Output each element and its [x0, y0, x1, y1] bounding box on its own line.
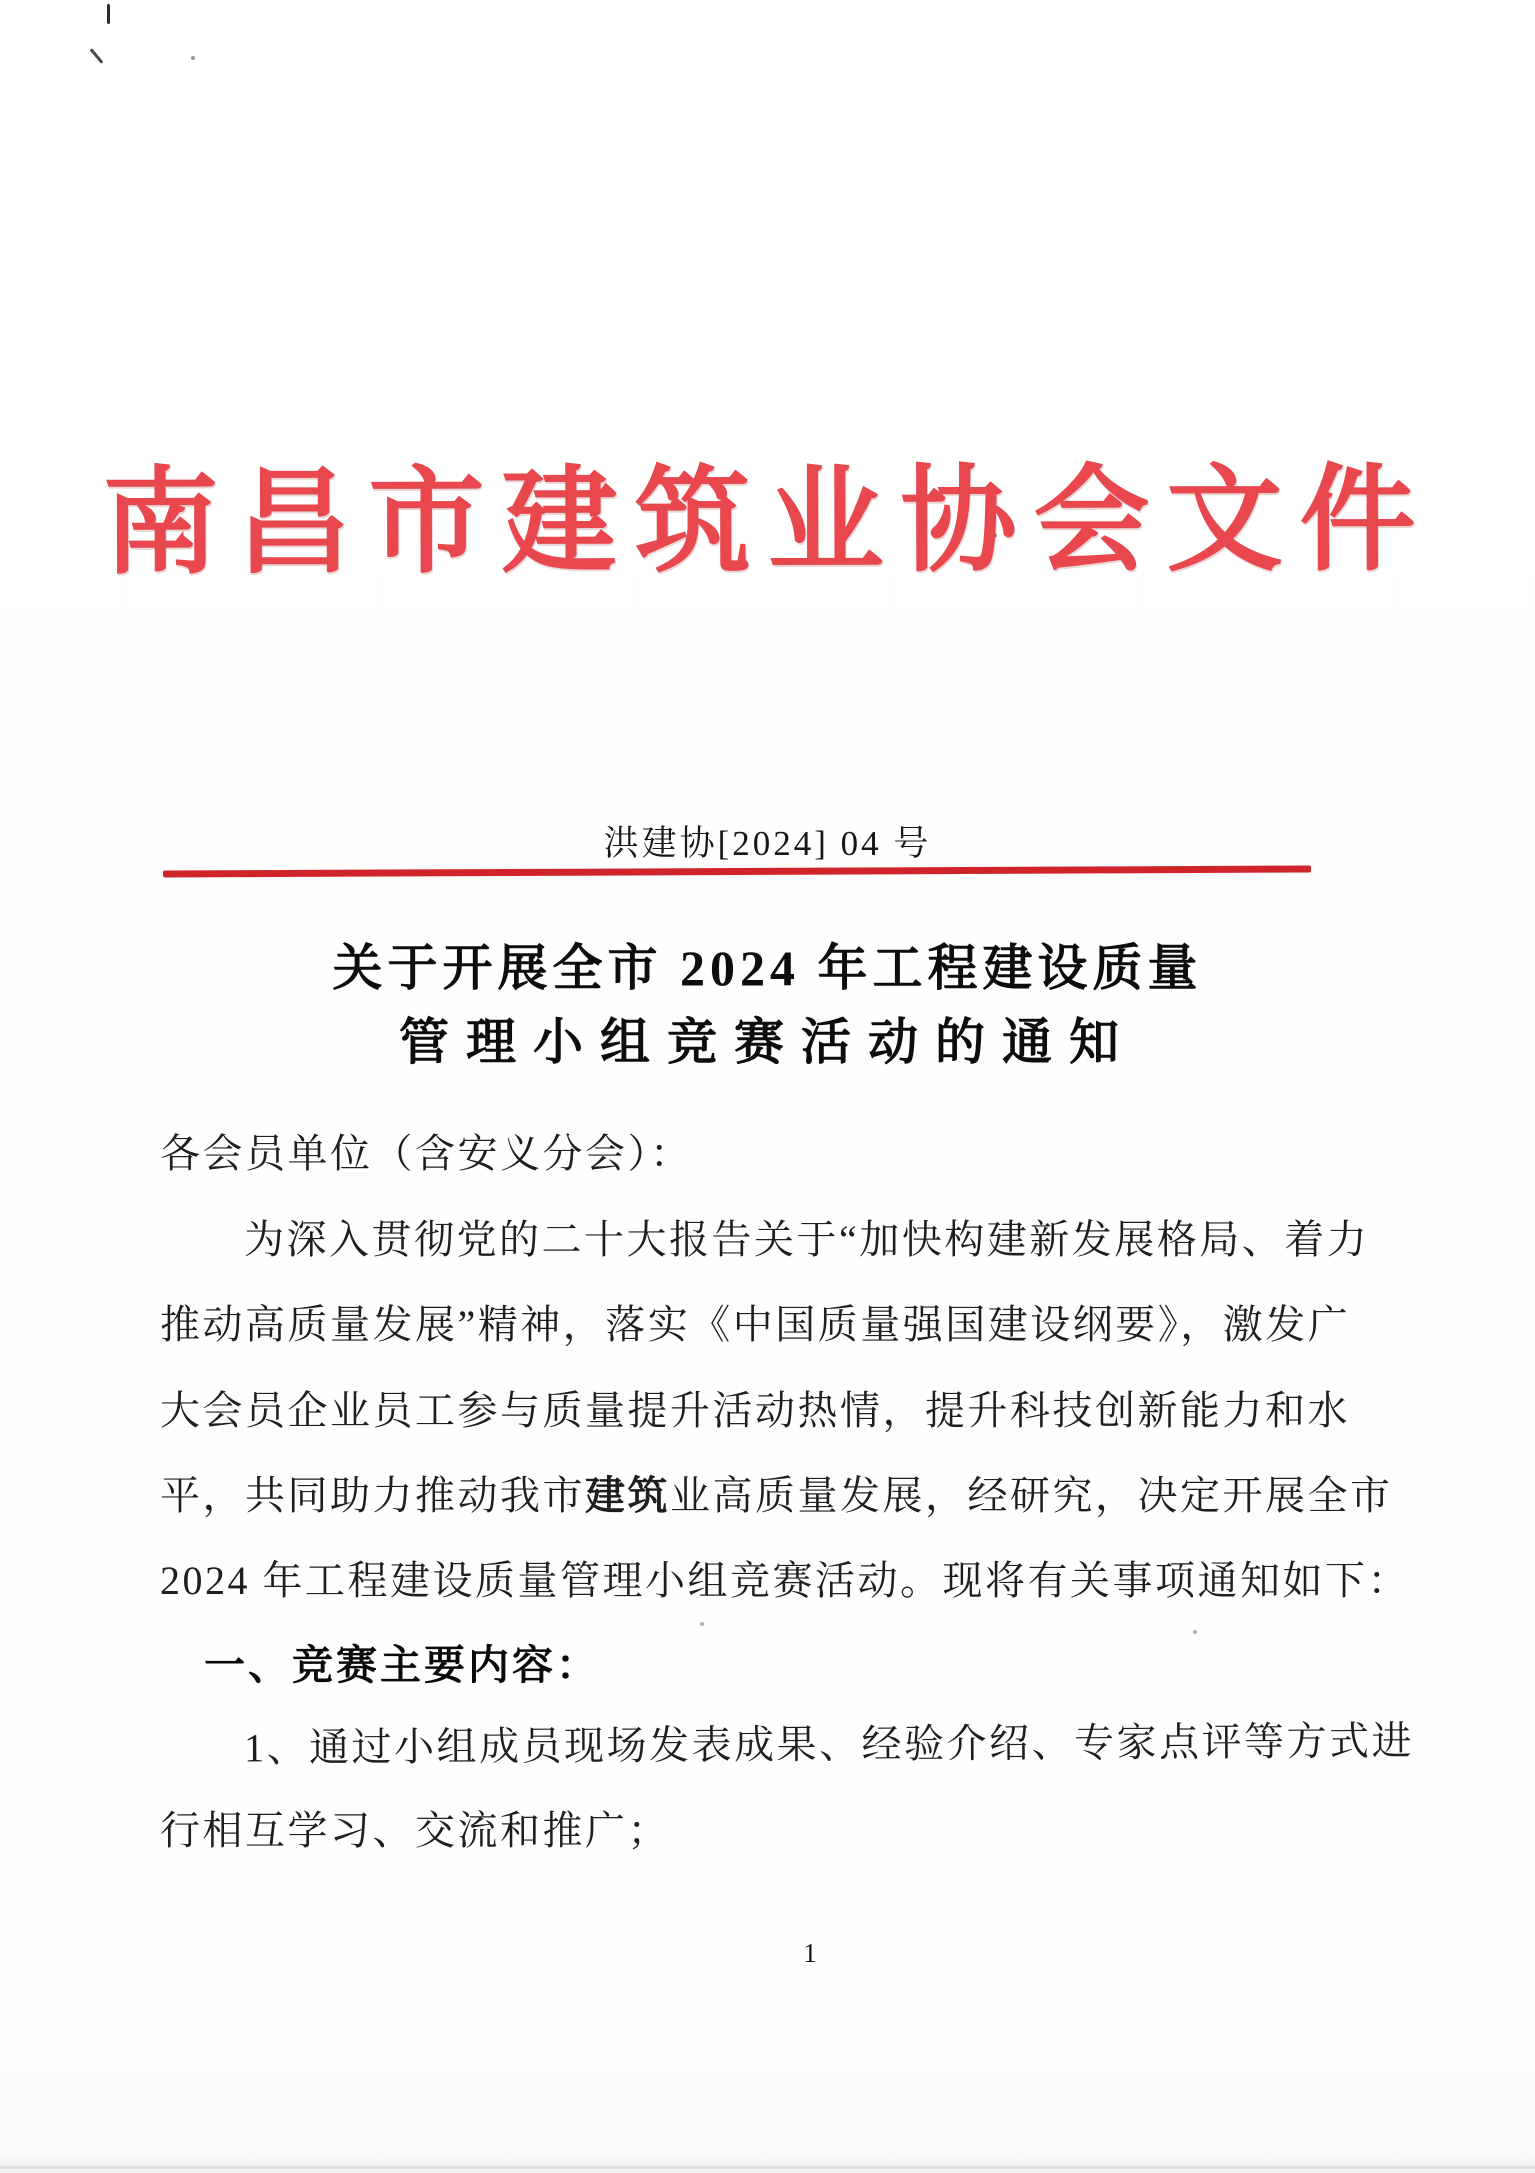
- document-title-line2: 管理小组竞赛活动的通知: [399, 1014, 1136, 1070]
- paragraph1-line5: 2024 年工程建设质量管理小组竞赛活动。现将有关事项通知如下：: [160, 1558, 1410, 1603]
- scan-artifact-speck: [700, 1622, 704, 1626]
- scan-artifact-mark: [107, 4, 110, 24]
- letterhead-red-rule: [163, 865, 1311, 877]
- scan-artifact-mark: [90, 48, 104, 64]
- paragraph1-line3: 大会员企业员工参与质量提升活动热情，提升科技创新能力和水: [160, 1388, 1350, 1433]
- page-number: 1: [803, 1938, 817, 1968]
- paragraph1-line1: 为深入贯彻党的二十大报告关于“加快构建新发展格局、着力: [244, 1217, 1370, 1262]
- scan-artifact-speck: [191, 56, 195, 60]
- paragraph1-line4: [160, 1464, 1400, 1521]
- salutation: 各会员单位（含安义分会）：: [160, 1131, 693, 1176]
- item1-line2: 行相互学习、交流和推广；: [160, 1808, 670, 1853]
- item1-line1: 1、通过小组成员现场发表成果、经验介绍、专家点评等方式进: [243, 1718, 1415, 1771]
- paragraph1-line4-bold: 建筑: [585, 1473, 670, 1518]
- scan-edge-line: [0, 2166, 1535, 2169]
- document-number: 洪建协[2024] 04 号: [603, 824, 932, 863]
- paragraph1-line4-pre: 平，共同助力推动我市: [160, 1473, 585, 1518]
- document-title-line1: 关于开展全市 2024 年工程建设质量: [332, 940, 1203, 996]
- paragraph1-line4-post: 业高质量发展，经研究，决定开展全市: [670, 1473, 1393, 1518]
- paragraph1-line2: 推动高质量发展”精神，落实《中国质量强国建设纲要》，激发广: [160, 1302, 1351, 1347]
- letterhead-title: 南昌市建筑业协会文件: [102, 457, 1433, 589]
- section1-heading: 一、竞赛主要内容：: [204, 1642, 600, 1688]
